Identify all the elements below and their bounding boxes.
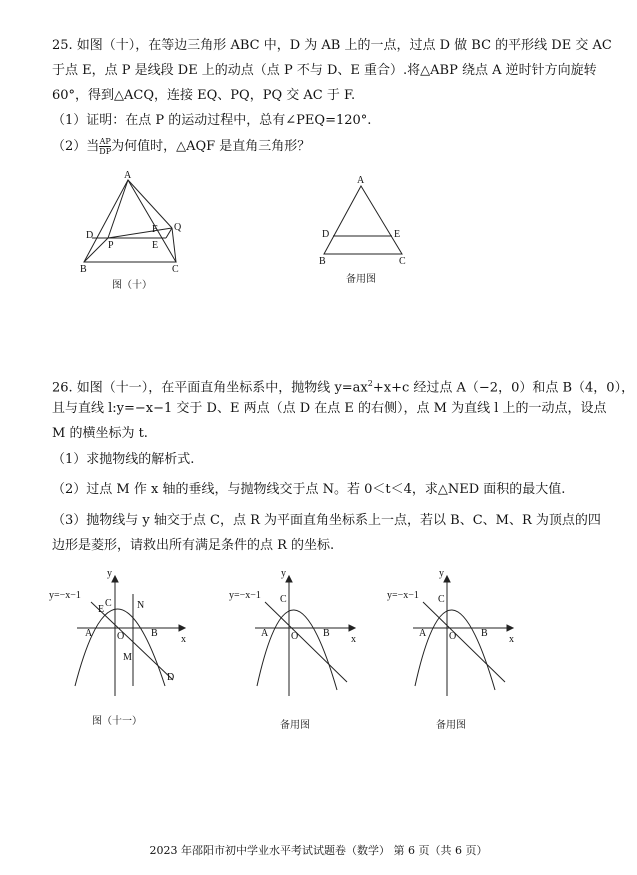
- segment-pq: [108, 228, 172, 238]
- q26-part-3-line-1: （3）抛物线与 y 轴交于点 C，点 R 为平面直角坐标系上一点，若以 B、C、M、R 为顶点的四: [52, 513, 601, 528]
- q25-line-2: 于点 E，点 P 是线段 DE 上的动点（点 P 不与 D、E 重合）.将△ABP 绕点 A 逆时针方向旋转: [52, 63, 597, 78]
- label-q: Q: [174, 222, 182, 233]
- spare-diagram-3-caption: 备用图: [436, 720, 466, 731]
- spare-triangle-abc: [324, 186, 402, 254]
- fig11-label-o: O: [117, 631, 125, 642]
- figure-10-caption: 图（十）: [112, 280, 152, 291]
- fig11-label-n: N: [137, 600, 145, 611]
- spare-label-c: C: [399, 256, 406, 267]
- spare-diagram-2-caption: 备用图: [280, 720, 310, 731]
- fig11-label-m: M: [123, 652, 132, 663]
- y-axis-arrow: [112, 576, 118, 582]
- fig2-label-y: y: [281, 568, 286, 579]
- figure-10-spare-diagram: [314, 172, 414, 268]
- label-c: C: [172, 264, 179, 275]
- label-p: P: [108, 240, 114, 251]
- fig3-line-label: y=−x−1: [387, 590, 419, 601]
- figure-11-diagram: [45, 566, 195, 706]
- ratio-fraction: $\frac{AP}{DP}$: [99, 137, 112, 156]
- spare-label-b: B: [319, 256, 326, 267]
- parabola: [75, 609, 165, 686]
- q26-line-2: 且与直线 l:y=−x−1 交于 D、E 两点（点 D 在点 E 的右侧），点 M 为直线 l 上的一动点，设点: [52, 401, 607, 416]
- fig2-label-b: B: [323, 628, 330, 639]
- fig3-label-b: B: [481, 628, 488, 639]
- fig2-label-a: A: [261, 628, 269, 639]
- fig3-label-c: C: [438, 594, 445, 605]
- q26-part-1: （1）求抛物线的解析式.: [52, 452, 195, 467]
- fig3-label-y: y: [439, 568, 444, 579]
- fig11-label-y: y: [107, 568, 112, 579]
- figure-11-caption: 图（十一）: [92, 716, 142, 727]
- fig11-label-a: A: [85, 628, 93, 639]
- fig11-label-x: x: [181, 634, 186, 645]
- figure-10-diagram: [70, 168, 190, 278]
- segment-ap: [108, 180, 128, 238]
- spare-label-a: A: [357, 175, 365, 186]
- fig2-line-label: y=−x−1: [229, 590, 261, 601]
- line-l: [423, 602, 505, 682]
- q25-part-1: （1）证明：在点 P 的运动过程中，总有∠PEQ=120°.: [52, 113, 372, 128]
- q26-part-2: （2）过点 M 作 x 轴的垂线，与抛物线交于点 N。若 0＜t＜4，求△NED 面积的最大值.: [52, 482, 566, 497]
- fig3-label-x: x: [509, 634, 514, 645]
- fig2-label-x: x: [351, 634, 356, 645]
- page-footer: 2023 年邵阳市初中学业水平考试试题卷（数学） 第 6 页（共 6 页）: [149, 844, 488, 857]
- label-b: B: [80, 264, 87, 275]
- spare-diagram-2: [225, 566, 365, 706]
- x-axis-arrow: [179, 625, 185, 631]
- q25-line-3: 60°，得到△ACQ，连接 EQ、PQ，PQ 交 AC 于 F.: [52, 88, 356, 103]
- segment-aq: [128, 180, 172, 228]
- fig11-label-d: D: [167, 672, 175, 683]
- figure-10-spare-caption: 备用图: [346, 274, 376, 285]
- segment-bp: [84, 238, 108, 262]
- y-axis-arrow: [444, 576, 450, 582]
- parabola: [415, 610, 495, 690]
- spare-label-e: E: [394, 229, 401, 240]
- triangle-abc: [84, 180, 176, 262]
- fig11-line-label: y=−x−1: [49, 590, 81, 601]
- q25-part-2: （2）当 $\frac{AP}{DP}$ 为何值时，△AQF 是直角三角形？: [52, 137, 311, 156]
- q26-line-1: 26. 如图（十一），在平面直角坐标系中，抛物线 $y=ax^2+x+c$ 经过点 A（−2，0）和点 B（4，0），: [52, 379, 635, 396]
- q25-line-1: 25. 如图（十），在等边三角形 ABC 中，D 为 AB 上的一点，过点 D 做 BC 的平形线 DE 交 AC: [52, 38, 612, 53]
- label-a: A: [124, 170, 132, 181]
- fig3-label-o: O: [449, 631, 457, 642]
- fig11-label-e: E: [98, 604, 105, 615]
- fig3-label-a: A: [419, 628, 427, 639]
- spare-label-d: D: [322, 229, 330, 240]
- fig2-label-c: C: [280, 594, 287, 605]
- label-d: D: [86, 230, 94, 241]
- label-f: F: [152, 224, 158, 235]
- fig11-label-c: C: [105, 598, 112, 609]
- parabola: [257, 610, 337, 690]
- x-axis-arrow: [507, 625, 513, 631]
- label-e: E: [152, 240, 159, 251]
- spare-diagram-3: [383, 566, 523, 706]
- fig11-label-b: B: [151, 628, 158, 639]
- x-axis-arrow: [349, 625, 355, 631]
- q26-part-3-line-2: 边形是菱形，请救出所有满足条件的点 R 的坐标.: [52, 538, 335, 553]
- line-l: [265, 602, 347, 682]
- q26-line-3: M 的横坐标为 t.: [52, 426, 148, 441]
- segment-eq: [166, 228, 172, 238]
- y-axis-arrow: [286, 576, 292, 582]
- fig2-label-o: O: [291, 631, 299, 642]
